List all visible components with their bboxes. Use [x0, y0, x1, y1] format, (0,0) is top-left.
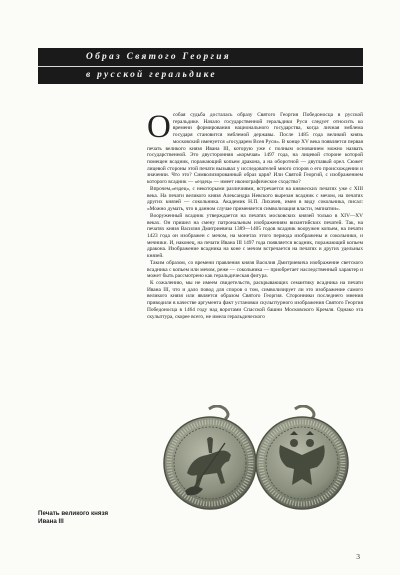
seal-obverse-rider	[164, 417, 256, 509]
seal-caption	[38, 510, 148, 526]
chapter-title-line-2: в русской геральдике	[86, 69, 217, 80]
paragraph-1	[147, 109, 363, 186]
chapter-title-band	[38, 48, 363, 84]
paragraph-5: К сожалению, мы не имеем свидетельств, раскрывающих семантику всадника на печати Ивана III, что и дало повод для споров о том, символизирует ли это изображение самого великого князя или является образом Святого Георгия. Сторонники последнего мнения приводили в качестве аргумента факт установки скульптурного изображения Святого Георгия Победоносца в 1464 году над воротами Спасской башни Московского Кремля. Однако эта скульптура, скорее всего, не имела геральдического	[147, 279, 363, 320]
chapter-title-line-1: Образ Святого Георгия	[86, 51, 231, 62]
article-body	[147, 109, 363, 320]
paragraph-2: Впрочем,«ездец», с некоторыми различиями, встречается на княжеских печатях уже с XIII века. На печати великого князя Александра Невского вырезан всадник с мечом, на печатях других князей — сокольника. Академик Н.П. Лихачев, имея в виду сокольника, писал: «Можно думать, что в данном случае применяется символизация власти, эмпиатии».	[147, 185, 363, 213]
drop-cap: О	[147, 109, 171, 145]
caption-line-2: Ивана III	[38, 518, 64, 525]
seal-reverse-eagle	[256, 417, 348, 509]
seal-illustration	[147, 405, 357, 515]
paragraph-1-text: собая судьба досталась образу Святого Георгия Победоносца в русской геральдике. Начало государственной геральдики Руси следует относить ко времени формирования национального государства, когда личная эмблема государя становится эмблемой державы. После 1485 года великий князь московский именуется «государем Всея Руси». В конце XV века появляется первая печать великого князя Ивана III, которую уже с полным основанием можно назвать государственной. Это двусторонняя «кормчая» 1497 года, на лицевой стороне которой помещен всадник, поражающий копьем дракона, а на оборотной — двуглавый орел. Сюжет лицевой стороны этой печати вызывал у исследователей много споров о его происхождении и значении. Что это? Символизированный образ царя? Или Святой Георгий, с изображением которого всадник — «ездец» — имеет иконографическое сходство?	[147, 112, 363, 186]
paragraph-4: Таким образом, со времени правления князя Василия Дмитриевича изображение светского всадника с копьем или мечом, реже — сокольника — приобретает наследственный характер и может быть рассмотрено как геральдическая фигура.	[147, 259, 363, 280]
caption-line-1: Печать великого князя	[38, 510, 109, 517]
title-divider	[38, 66, 363, 67]
paragraph-3: Вооруженный всадник утверждается на печатях московских князей только в XIV—XV веках. Он пришел на смену патрональным изображениям византийских печатей. Так, на печатях князя Василия Дмитриевича 1389—1405 годов всадник вооружен копьем, на печати 1423 года он изображен с мечом, на монетах этого периода изображены и сокольники, и мечники. И, наконец, на печати Ивана III 1497 года появляется всадник, поражающий копьем дракона. Изображение всадника на коне с мечом встречается на печатях и других удельных князей.	[147, 212, 363, 260]
page-number: 3	[356, 552, 360, 561]
